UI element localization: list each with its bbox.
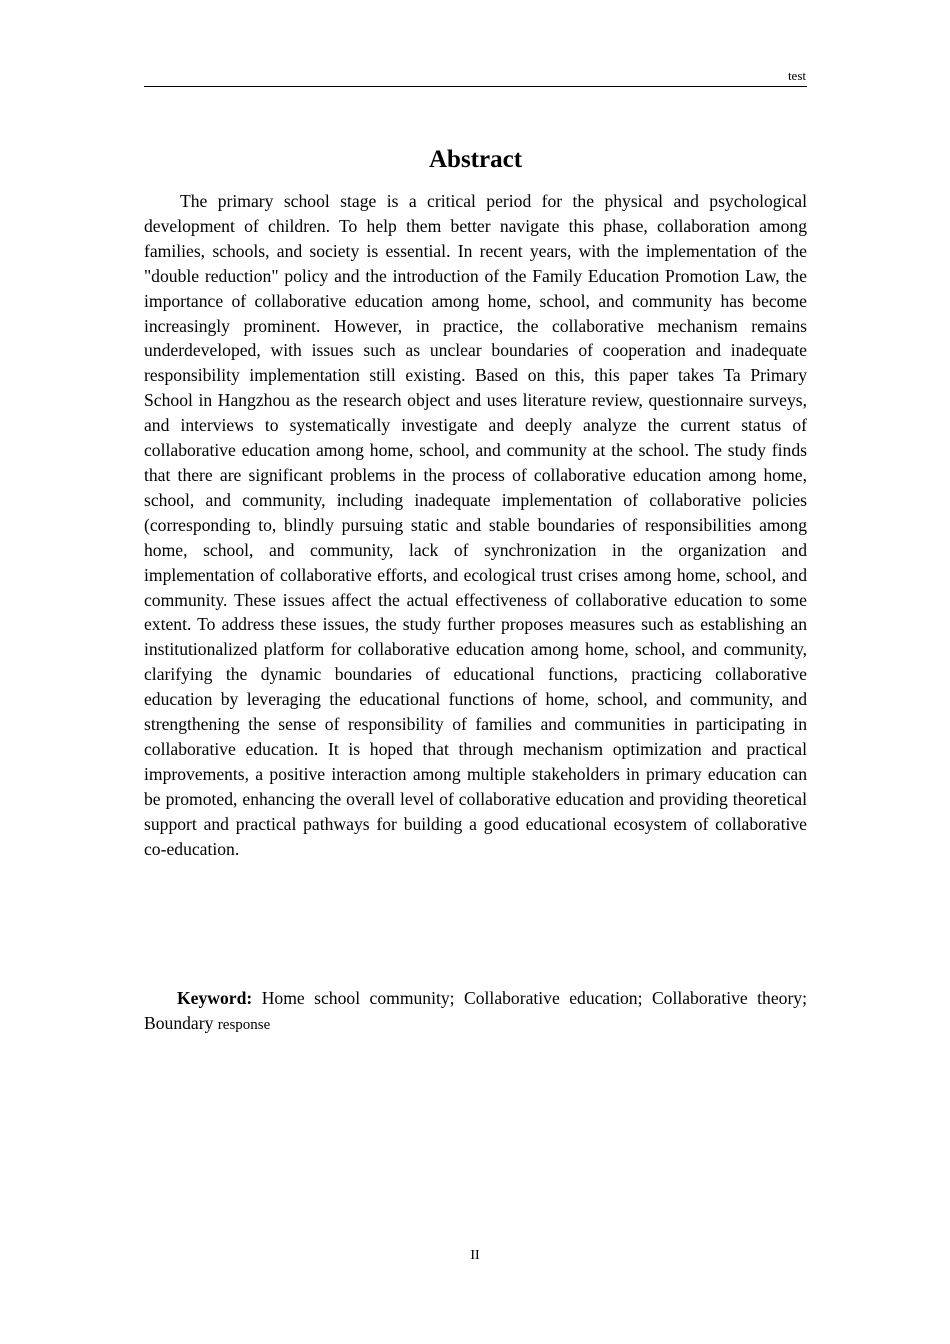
keywords-paragraph: [144, 986, 807, 1038]
running-header: test: [787, 68, 806, 83]
page-number: II: [470, 1248, 480, 1263]
abstract-body: The primary school stage is a critical period for the physical and psychological development of children. To help them better navigate this phase, collaboration among families, schools, and society is essential. In recent years, with the implementation of the "double reduction" policy and the introduction of the Family Education Promotion Law, the importance of collaborative education among home, school, and community has become increasingly prominent. However, in practice, the collaborative mechanism remains underdeveloped, with issues such as unclear boundaries of cooperation and inadequate responsibility implementation still existing. Based on this, this paper takes Ta Primary School in Hangzhou as the research object and uses literature review, questionnaire surveys, and interviews to systematically investigate and deeply analyze the current status of collaborative education among home, school, and community at the school. The study finds that there are significant problems in the process of collaborative education among home, school, and community, including inadequate implementation of collaborative policies (corresponding to, blindly pursuing static and stable boundaries of responsibilities among home, school, and community, lack of synchronization in the organization and implementation of collaborative efforts, and ecological trust crises among home, school, and community. These issues affect the actual effectiveness of collaborative education to some extent. To address these issues, the study further proposes measures such as establishing an institutionalized platform for collaborative education among home, school, and community, clarifying the dynamic boundaries of educational functions, practicing collaborative education by leveraging the educational functions of home, school, and community, and strengthening the sense of responsibility of families and communities in participating in collaborative education. It is hoped that through mechanism optimization and practical improvements, a positive interaction among multiple stakeholders in primary education can be promoted, enhancing the overall level of collaborative education and providing theoretical support and practical pathways for building a good educational ecosystem of collaborative co-education.: [144, 191, 807, 859]
keywords-text: Home school community; Collaborative education; Collaborative theory; Boundary: [144, 988, 807, 1033]
keywords-label: Keyword:: [177, 988, 253, 1008]
header-divider: [144, 86, 807, 87]
abstract-title: Abstract: [428, 146, 523, 173]
keywords-tail: response: [217, 1016, 271, 1033]
